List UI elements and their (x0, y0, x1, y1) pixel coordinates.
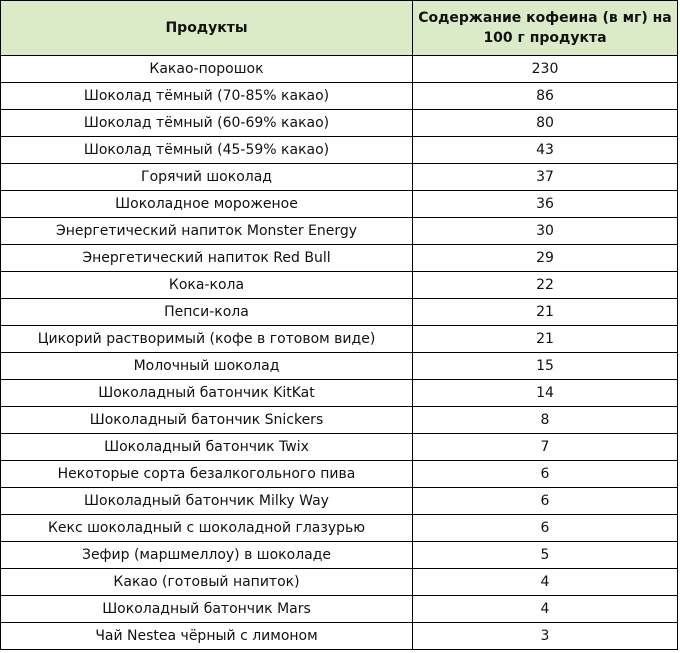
product-cell: Пепси-кола (1, 299, 413, 326)
product-cell: Шоколадный батончик Mars (1, 596, 413, 623)
table-row (1, 137, 678, 164)
caffeine-value-cell: 29 (413, 245, 678, 272)
product-cell: Шоколадный батончик Milky Way (1, 488, 413, 515)
product-cell: Цикорий растворимый (кофе в готовом виде) (1, 326, 413, 353)
product-cell: Зефир (маршмеллоу) в шоколаде (1, 542, 413, 569)
product-cell: Шоколадный батончик Twix (1, 434, 413, 461)
table-body (1, 56, 678, 650)
product-cell: Энергетический напиток Red Bull (1, 245, 413, 272)
caffeine-value-cell: 80 (413, 110, 678, 137)
product-cell: Шоколад тёмный (60-69% какао) (1, 110, 413, 137)
product-cell: Кекс шоколадный с шоколадной глазурью (1, 515, 413, 542)
table-row (1, 245, 678, 272)
table-row (1, 326, 678, 353)
caffeine-value-cell: 37 (413, 164, 678, 191)
caffeine-value-cell: 4 (413, 569, 678, 596)
caffeine-value-cell: 36 (413, 191, 678, 218)
caffeine-value-cell: 8 (413, 407, 678, 434)
table-row (1, 461, 678, 488)
product-cell: Кока-кола (1, 272, 413, 299)
caffeine-value-cell: 3 (413, 623, 678, 650)
table-row (1, 56, 678, 83)
table-row (1, 164, 678, 191)
table-row (1, 218, 678, 245)
caffeine-value-cell: 21 (413, 326, 678, 353)
caffeine-value-cell: 4 (413, 596, 678, 623)
product-cell: Некоторые сорта безалкогольного пива (1, 461, 413, 488)
product-cell: Шоколад тёмный (45-59% какао) (1, 137, 413, 164)
caffeine-value-cell: 15 (413, 353, 678, 380)
caffeine-value-cell: 14 (413, 380, 678, 407)
table-header (1, 1, 678, 56)
table-row (1, 488, 678, 515)
product-cell: Шоколадный батончик Snickers (1, 407, 413, 434)
caffeine-value-cell: 30 (413, 218, 678, 245)
caffeine-value-cell: 43 (413, 137, 678, 164)
table-row (1, 407, 678, 434)
table-row (1, 569, 678, 596)
caffeine-value-cell: 5 (413, 542, 678, 569)
product-cell: Энергетический напиток Monster Energy (1, 218, 413, 245)
table-row (1, 272, 678, 299)
table-row (1, 434, 678, 461)
table-row (1, 83, 678, 110)
header-caffeine: Содержание кофеина (в мг) на 100 г продукта (413, 1, 678, 56)
caffeine-value-cell: 7 (413, 434, 678, 461)
caffeine-value-cell: 6 (413, 515, 678, 542)
product-cell: Шоколад тёмный (70-85% какао) (1, 83, 413, 110)
product-cell: Шоколадный батончик KitKat (1, 380, 413, 407)
table-row (1, 353, 678, 380)
product-cell: Горячий шоколад (1, 164, 413, 191)
table-row (1, 623, 678, 650)
header-row (1, 1, 678, 56)
table-row (1, 299, 678, 326)
table-row (1, 596, 678, 623)
product-cell: Молочный шоколад (1, 353, 413, 380)
table-row (1, 110, 678, 137)
caffeine-value-cell: 86 (413, 83, 678, 110)
caffeine-value-cell: 22 (413, 272, 678, 299)
header-product: Продукты (1, 1, 413, 56)
product-cell: Шоколадное мороженое (1, 191, 413, 218)
caffeine-value-cell: 6 (413, 488, 678, 515)
table-row (1, 191, 678, 218)
caffeine-value-cell: 6 (413, 461, 678, 488)
caffeine-value-cell: 21 (413, 299, 678, 326)
product-cell: Чай Nestea чёрный с лимоном (1, 623, 413, 650)
caffeine-value-cell: 230 (413, 56, 678, 83)
product-cell: Какао (готовый напиток) (1, 569, 413, 596)
table-row (1, 515, 678, 542)
table-row (1, 380, 678, 407)
product-cell: Какао-порошок (1, 56, 413, 83)
table-row (1, 542, 678, 569)
